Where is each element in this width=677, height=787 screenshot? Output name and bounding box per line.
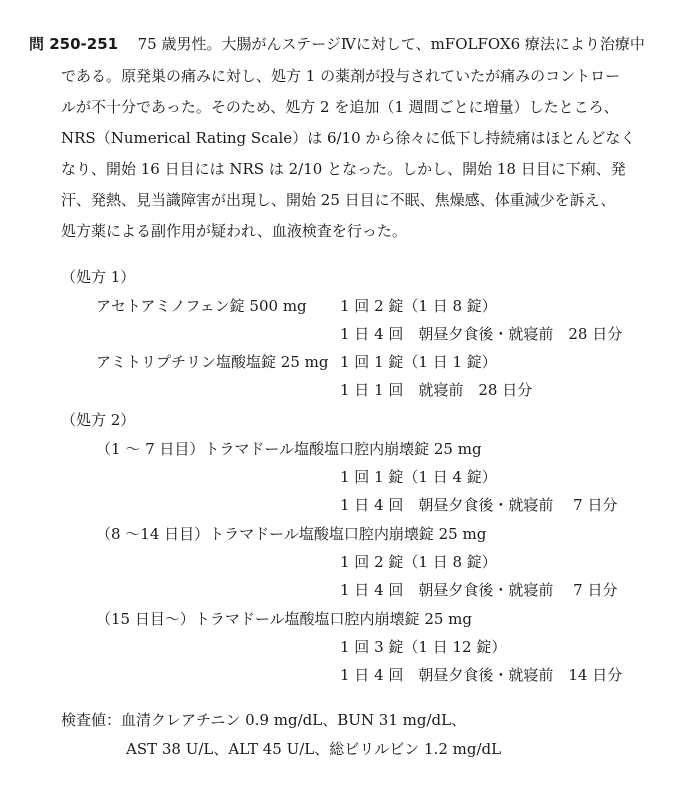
prescription2-phase-schedule: 1 日 4 回 朝昼夕食後・就寝前 14 日分 bbox=[340, 666, 623, 684]
question-text-line: 75 歳男性。大腸がんステージⅣに対して、mFOLFOX6 療法により治療中 bbox=[137, 35, 645, 53]
prescription1-drug-dose: 1 回 2 錠（1 日 8 錠） bbox=[340, 297, 497, 315]
question-number: 問 250-251 bbox=[29, 35, 119, 53]
question-text-line: NRS（Numerical Rating Scale）は 6/10 から徐々に低下し持続痛はほとんどなく bbox=[61, 129, 636, 147]
prescription1-header: （処方 1） bbox=[61, 268, 136, 286]
prescription1-drug-schedule: 1 日 4 回 朝昼夕食後・就寝前 28 日分 bbox=[340, 325, 623, 343]
lab-values-line: AST 38 U/L、ALT 45 U/L、総ビリルビン 1.2 mg/dL bbox=[126, 740, 502, 758]
prescription2-phase-dose: 1 回 1 錠（1 日 4 錠） bbox=[340, 468, 497, 486]
prescription2-phase-name: （8 〜14 日目）トラマドール塩酸塩口腔内崩壊錠 25 mg bbox=[96, 525, 487, 543]
prescription2-phase-name: （1 〜 7 日目）トラマドール塩酸塩口腔内崩壊錠 25 mg bbox=[96, 440, 482, 458]
prescription2-phase-schedule: 1 日 4 回 朝昼夕食後・就寝前 7 日分 bbox=[340, 496, 618, 514]
lab-values-first-line bbox=[61, 710, 466, 730]
prescription2-phase-dose: 1 回 2 錠（1 日 8 錠） bbox=[340, 553, 497, 571]
question-text-line: 汗、発熱、見当識障害が出現し、開始 25 日目に不眠、焦燥感、体重減少を訴え、 bbox=[61, 191, 616, 209]
prescription2-phase-schedule: 1 日 4 回 朝昼夕食後・就寝前 7 日分 bbox=[340, 581, 618, 599]
question-text-line: なり、開始 16 日目には NRS は 2/10 となった。しかし、開始 18 日目に下痢、発 bbox=[61, 160, 626, 178]
prescription2-header: （処方 2） bbox=[61, 411, 136, 429]
prescription2-phase-name: （15 日目〜）トラマドール塩酸塩口腔内崩壊錠 25 mg bbox=[96, 610, 473, 628]
prescription1-drug-schedule: 1 日 1 回 就寝前 28 日分 bbox=[340, 381, 533, 399]
question-text-line: ルが不十分であった。そのため、処方 2 を追加（1 週間ごとに増量）したところ、 bbox=[61, 98, 619, 116]
question-text-line: である。原発巣の痛みに対し、処方 1 の薬剤が投与されていたが痛みのコントロー bbox=[61, 67, 621, 85]
lab-values-label: 検査値： bbox=[61, 711, 122, 729]
prescription1-drug-name: アミトリプチリン塩酸塩錠 25 mg bbox=[96, 353, 329, 371]
prescription1-drug-name: アセトアミノフェン錠 500 mg bbox=[96, 297, 307, 315]
question-text-line: 処方薬による副作用が疑われ、血液検査を行った。 bbox=[61, 222, 407, 240]
lab-values-line: 血清クレアチニン 0.9 mg/dL、BUN 31 mg/dL、 bbox=[121, 711, 467, 729]
prescription1-drug-dose: 1 回 1 錠（1 日 1 錠） bbox=[340, 353, 497, 371]
question-first-line bbox=[29, 34, 645, 54]
prescription2-phase-dose: 1 回 3 錠（1 日 12 錠） bbox=[340, 638, 507, 656]
